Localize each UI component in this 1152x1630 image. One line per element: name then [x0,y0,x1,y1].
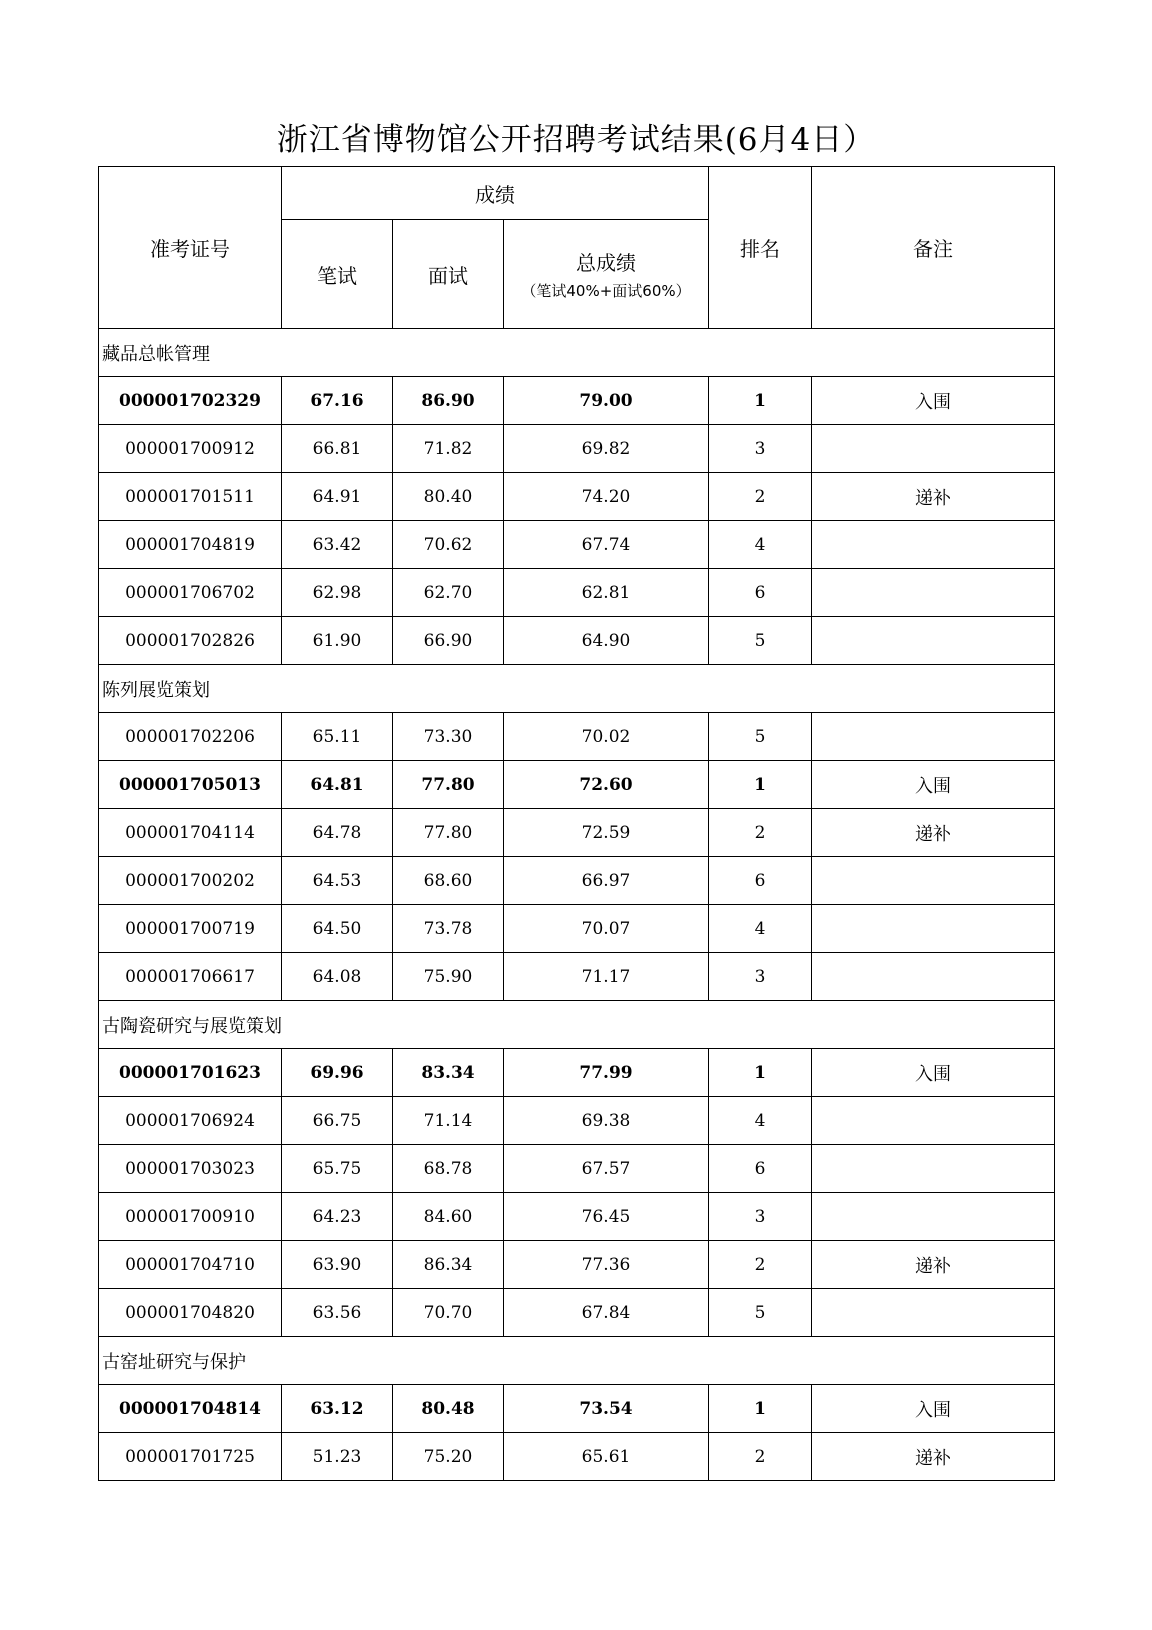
exam-id-cell: 000001704820 [99,1289,282,1337]
rank-cell: 6 [709,857,812,905]
note-cell [812,617,1055,665]
table-row [99,809,1055,857]
note-cell [812,1097,1055,1145]
written-score-cell: 66.81 [282,425,393,473]
header-interview: 面试 [393,220,504,329]
rank-cell: 1 [709,1049,812,1097]
exam-id-cell: 000001702206 [99,713,282,761]
interview-score-cell: 80.48 [393,1385,504,1433]
results-table [98,166,1055,1481]
rank-cell: 5 [709,1289,812,1337]
header-total-label: 总成绩 [576,251,637,275]
exam-id-cell: 000001702826 [99,617,282,665]
interview-score-cell: 77.80 [393,809,504,857]
table-row [99,857,1055,905]
total-score-cell: 71.17 [504,953,709,1001]
note-cell: 入围 [812,1385,1055,1433]
rank-cell: 2 [709,1241,812,1289]
table-row [99,1145,1055,1193]
note-cell [812,569,1055,617]
interview-score-cell: 80.40 [393,473,504,521]
note-cell [812,425,1055,473]
total-score-cell: 79.00 [504,377,709,425]
interview-score-cell: 73.78 [393,905,504,953]
note-cell [812,857,1055,905]
total-score-cell: 77.36 [504,1241,709,1289]
header-total-formula: （笔试40%+面试60%） [521,282,691,300]
table-row [99,1433,1055,1481]
table-row [99,713,1055,761]
table-header [99,167,1055,329]
exam-id-cell: 000001700719 [99,905,282,953]
document-title: 浙江省博物馆公开招聘考试结果(6月4日） [276,122,876,158]
interview-score-cell: 62.70 [393,569,504,617]
total-score-cell: 66.97 [504,857,709,905]
table-row [99,377,1055,425]
total-score-cell: 62.81 [504,569,709,617]
written-score-cell: 61.90 [282,617,393,665]
written-score-cell: 51.23 [282,1433,393,1481]
section-row [99,665,1055,713]
rank-cell: 4 [709,521,812,569]
rank-cell: 1 [709,761,812,809]
rank-cell: 2 [709,473,812,521]
exam-id-cell: 000001700910 [99,1193,282,1241]
exam-id-cell: 000001704114 [99,809,282,857]
written-score-cell: 64.53 [282,857,393,905]
note-cell: 入围 [812,377,1055,425]
written-score-cell: 63.90 [282,1241,393,1289]
table-body [99,329,1055,1481]
total-score-cell: 72.60 [504,761,709,809]
note-cell [812,953,1055,1001]
section-title: 陈列展览策划 [99,665,1055,713]
interview-score-cell: 70.62 [393,521,504,569]
exam-id-cell: 000001704710 [99,1241,282,1289]
written-score-cell: 64.91 [282,473,393,521]
exam-id-cell: 000001700202 [99,857,282,905]
written-score-cell: 64.81 [282,761,393,809]
section-title: 藏品总帐管理 [99,329,1055,377]
section-row [99,1001,1055,1049]
total-score-cell: 70.07 [504,905,709,953]
written-score-cell: 64.08 [282,953,393,1001]
section-row [99,1337,1055,1385]
written-score-cell: 63.12 [282,1385,393,1433]
total-score-cell: 74.20 [504,473,709,521]
exam-id-cell: 000001704814 [99,1385,282,1433]
note-cell: 递补 [812,1241,1055,1289]
interview-score-cell: 86.34 [393,1241,504,1289]
table-row [99,1049,1055,1097]
rank-cell: 5 [709,713,812,761]
interview-score-cell: 71.14 [393,1097,504,1145]
interview-score-cell: 68.78 [393,1145,504,1193]
rank-cell: 1 [709,377,812,425]
table-row [99,617,1055,665]
total-score-cell: 69.38 [504,1097,709,1145]
table-row [99,521,1055,569]
total-score-cell: 72.59 [504,809,709,857]
written-score-cell: 67.16 [282,377,393,425]
note-cell [812,1289,1055,1337]
note-cell: 入围 [812,761,1055,809]
table-row [99,1385,1055,1433]
table-row [99,569,1055,617]
note-cell: 入围 [812,1049,1055,1097]
written-score-cell: 69.96 [282,1049,393,1097]
header-exam-id: 准考证号 [99,167,282,329]
header-note: 备注 [812,167,1055,329]
total-score-cell: 67.74 [504,521,709,569]
table-row [99,1097,1055,1145]
rank-cell: 4 [709,905,812,953]
written-score-cell: 63.42 [282,521,393,569]
total-score-cell: 70.02 [504,713,709,761]
table-row [99,1193,1055,1241]
header-rank: 排名 [709,167,812,329]
exam-id-cell: 000001703023 [99,1145,282,1193]
interview-score-cell: 73.30 [393,713,504,761]
note-cell: 递补 [812,809,1055,857]
exam-id-cell: 000001706702 [99,569,282,617]
exam-id-cell: 000001701725 [99,1433,282,1481]
interview-score-cell: 75.90 [393,953,504,1001]
interview-score-cell: 68.60 [393,857,504,905]
written-score-cell: 64.23 [282,1193,393,1241]
exam-id-cell: 000001700912 [99,425,282,473]
header-score-group: 成绩 [282,167,709,220]
written-score-cell: 62.98 [282,569,393,617]
table-row [99,761,1055,809]
written-score-cell: 63.56 [282,1289,393,1337]
written-score-cell: 66.75 [282,1097,393,1145]
interview-score-cell: 83.34 [393,1049,504,1097]
written-score-cell: 64.50 [282,905,393,953]
rank-cell: 1 [709,1385,812,1433]
exam-id-cell: 000001706617 [99,953,282,1001]
exam-id-cell: 000001704819 [99,521,282,569]
total-score-cell: 69.82 [504,425,709,473]
rank-cell: 2 [709,809,812,857]
note-cell [812,713,1055,761]
total-score-cell: 67.84 [504,1289,709,1337]
exam-id-cell: 000001706924 [99,1097,282,1145]
total-score-cell: 76.45 [504,1193,709,1241]
note-cell [812,1145,1055,1193]
interview-score-cell: 75.20 [393,1433,504,1481]
exam-id-cell: 000001702329 [99,377,282,425]
note-cell: 递补 [812,1433,1055,1481]
note-cell [812,521,1055,569]
section-title: 古陶瓷研究与展览策划 [99,1001,1055,1049]
table-row [99,473,1055,521]
note-cell: 递补 [812,473,1055,521]
interview-score-cell: 77.80 [393,761,504,809]
total-score-cell: 64.90 [504,617,709,665]
table-row [99,425,1055,473]
total-score-cell: 77.99 [504,1049,709,1097]
total-score-cell: 73.54 [504,1385,709,1433]
rank-cell: 4 [709,1097,812,1145]
rank-cell: 5 [709,617,812,665]
table-row [99,953,1055,1001]
section-row [99,329,1055,377]
exam-id-cell: 000001701623 [99,1049,282,1097]
table-row [99,1241,1055,1289]
table-row [99,1289,1055,1337]
written-score-cell: 64.78 [282,809,393,857]
rank-cell: 6 [709,569,812,617]
rank-cell: 3 [709,953,812,1001]
exam-id-cell: 000001701511 [99,473,282,521]
note-cell [812,1193,1055,1241]
interview-score-cell: 84.60 [393,1193,504,1241]
total-score-cell: 67.57 [504,1145,709,1193]
header-written: 笔试 [282,220,393,329]
header-total [504,220,709,329]
written-score-cell: 65.75 [282,1145,393,1193]
rank-cell: 2 [709,1433,812,1481]
section-title: 古窑址研究与保护 [99,1337,1055,1385]
rank-cell: 3 [709,1193,812,1241]
rank-cell: 6 [709,1145,812,1193]
total-score-cell: 65.61 [504,1433,709,1481]
note-cell [812,905,1055,953]
interview-score-cell: 86.90 [393,377,504,425]
written-score-cell: 65.11 [282,713,393,761]
interview-score-cell: 70.70 [393,1289,504,1337]
interview-score-cell: 71.82 [393,425,504,473]
rank-cell: 3 [709,425,812,473]
table-row [99,905,1055,953]
exam-id-cell: 000001705013 [99,761,282,809]
interview-score-cell: 66.90 [393,617,504,665]
